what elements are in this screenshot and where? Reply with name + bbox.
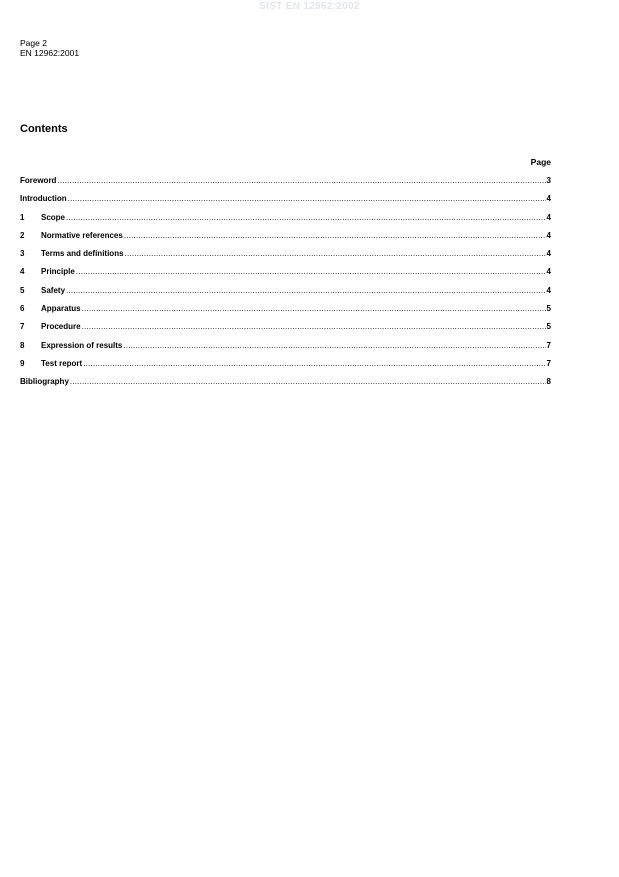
toc-entry-terms-and-definitions[interactable] bbox=[20, 248, 551, 266]
toc-entry-title: Scope bbox=[41, 212, 66, 222]
standard-reference: EN 12962:2001 bbox=[20, 48, 80, 58]
toc-dot-leader bbox=[68, 193, 546, 205]
table-of-contents bbox=[20, 175, 551, 395]
toc-entry-number: 5 bbox=[20, 285, 25, 295]
toc-entry-title: Apparatus bbox=[41, 304, 81, 314]
toc-entry-title: Foreword bbox=[20, 176, 57, 185]
toc-entry-title: Introduction bbox=[20, 194, 67, 204]
toc-entry-introduction[interactable] bbox=[20, 193, 551, 211]
toc-entry-title: Expression of results bbox=[41, 340, 123, 350]
toc-entry-page: 7 bbox=[546, 358, 551, 368]
document-watermark: SIST EN 12962:2002 bbox=[259, 1, 360, 12]
toc-entry-title: Safety bbox=[41, 285, 66, 295]
toc-entry-number: 7 bbox=[20, 322, 25, 332]
toc-entry-title: Normative references bbox=[41, 230, 123, 240]
toc-entry-principle[interactable] bbox=[20, 266, 551, 284]
toc-entry-page: 5 bbox=[546, 304, 551, 314]
toc-entry-scope[interactable] bbox=[20, 212, 551, 230]
toc-entry-number: 6 bbox=[20, 304, 25, 314]
toc-page-column-label: Page bbox=[530, 157, 551, 167]
toc-entry-number: 2 bbox=[20, 230, 25, 240]
toc-entry-page: 7 bbox=[546, 340, 551, 350]
toc-entry-page: 5 bbox=[546, 322, 551, 332]
page-header bbox=[20, 38, 79, 58]
toc-entry-test-report[interactable] bbox=[20, 358, 551, 376]
toc-dot-leader bbox=[57, 175, 545, 187]
toc-entry-page: 4 bbox=[546, 194, 551, 204]
toc-entry-safety[interactable] bbox=[20, 285, 551, 303]
toc-entry-expression-of-results[interactable] bbox=[20, 340, 551, 358]
toc-entry-title: Test report bbox=[41, 358, 83, 368]
toc-dot-leader bbox=[124, 230, 546, 242]
toc-entry-page: 4 bbox=[546, 230, 551, 240]
toc-entry-page: 4 bbox=[546, 212, 551, 222]
toc-dot-leader bbox=[83, 358, 545, 370]
toc-entry-page: 4 bbox=[546, 285, 551, 295]
toc-entry-page: 8 bbox=[546, 377, 551, 387]
toc-entry-title: Principle bbox=[41, 267, 75, 277]
toc-dot-leader bbox=[125, 248, 546, 260]
toc-dot-leader bbox=[82, 303, 546, 315]
toc-entry-page: 4 bbox=[546, 267, 551, 277]
toc-entry-number: 8 bbox=[20, 340, 25, 350]
page-number-label: Page 2 bbox=[20, 38, 47, 48]
toc-entry-number: 3 bbox=[20, 249, 25, 259]
toc-entry-title: Terms and definitions bbox=[41, 249, 124, 259]
toc-entry-number: 1 bbox=[20, 212, 25, 222]
contents-title: Contents bbox=[20, 123, 68, 135]
toc-entry-bibliography[interactable] bbox=[20, 376, 551, 394]
toc-dot-leader bbox=[123, 340, 545, 352]
toc-entry-number: 4 bbox=[20, 267, 25, 277]
toc-dot-leader bbox=[76, 266, 546, 278]
toc-entry-procedure[interactable] bbox=[20, 321, 551, 339]
toc-entry-title: Bibliography bbox=[20, 377, 69, 387]
toc-dot-leader bbox=[70, 376, 546, 388]
toc-entry-page: 4 bbox=[546, 249, 551, 259]
toc-dot-leader bbox=[66, 285, 546, 297]
toc-dot-leader bbox=[82, 321, 546, 333]
toc-entry-normative-references[interactable] bbox=[20, 230, 551, 248]
toc-entry-page: 3 bbox=[546, 176, 551, 185]
toc-entry-title: Procedure bbox=[41, 322, 81, 332]
toc-entry-apparatus[interactable] bbox=[20, 303, 551, 321]
toc-entry-foreword[interactable] bbox=[20, 175, 551, 193]
toc-entry-number: 9 bbox=[20, 358, 25, 368]
toc-dot-leader bbox=[66, 212, 546, 224]
